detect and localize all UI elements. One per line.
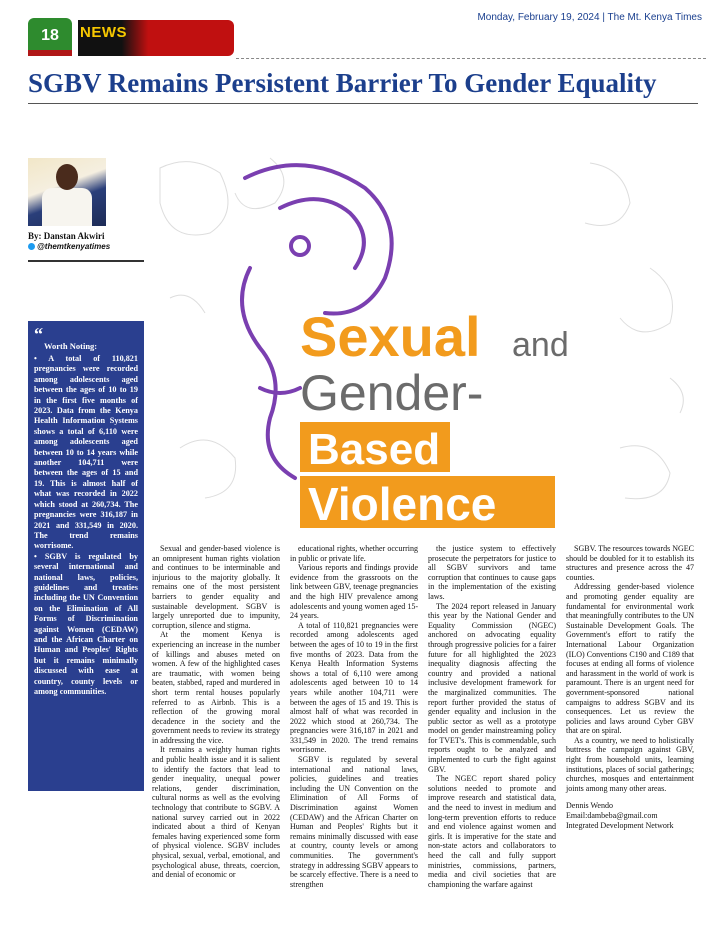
hero-word-1: Sexual xyxy=(300,305,481,368)
date-line: Monday, February 19, 2024 | The Mt. Kenya Times xyxy=(477,12,702,23)
sidebar-title: Worth Noting: xyxy=(44,341,98,351)
section-label: NEWS xyxy=(80,24,127,41)
article-paragraph: As a country, we need to holistically buttress the campaign against GBV, right from household units, learning institutions, places of social gatherings; churches, mosques and entertainment joints among many other areas. xyxy=(566,735,694,793)
hero-graphic xyxy=(150,148,708,538)
article-paragraph: Sexual and gender-based violence is an omnipresent human rights violation and continues to be interminable and injurious to the majority globally. It remains one of the most persistent barriers to gender equality and sustainable development. SGBV is largely unreported due to impunity, corruption, silence and stigma. xyxy=(152,544,280,630)
author-handle: @themtkenyatimes xyxy=(37,242,111,251)
hero-illustration xyxy=(150,148,708,538)
hero-word-2: Gender- xyxy=(300,365,484,421)
author-rule xyxy=(28,260,144,262)
article-paragraph: The 2024 report released in January this year by the National Gender and Equality Commission (NGEC) anchored on advocating equality through progressive policies for a fairer future for all highlighted the 2023 inequality diagnosis affecting the country and provided a national inclusive development framework for the marginalized communities. The report further provided the status of gender equality and inclusion in the public sector as well as a prototype model on gender mainstreaming policy for TVET's. This is commendable, such reports ought to be analyzed and implemented to curb the fight against GBV. xyxy=(428,601,556,774)
author-byline: By: Danstan Akwiri xyxy=(28,231,105,241)
hero-word-4: Violence xyxy=(308,478,497,530)
sidebar-point-1: • A total of 110,821 pregnancies were recorded among adolescents aged between the ages of 10 to 19 in the first five months of 2023. Data from the Kenya Health Information Systems shows a total of 6,110 were among adolescents aged between 10 to 14 years while another 104,711 were between the ages of 15 and 19. This is almost half of what was recorded in 2022 which stood at 260,734. The pregnancies were 316,187 in 2021 and 331,549 in 2020. The trend remains worrisome. xyxy=(34,354,138,551)
article-paragraph: the justice system to effectively prosecute the perpetrators for justice to all SGBV survivors and tame corruption that continues to cause gaps in the implementation of the existing laws. xyxy=(428,544,556,601)
article-paragraph: A total of 110,821 pregnancies were recorded among adolescents aged between the ages of 10 to 19 in the first five months of 2023. Data from the Kenya Health Information Systems shows a total of 6,110 were among adolescents aged between 10 to 14 years while another 104,711 were between the ages of 15 and 19. This is almost half of what was recorded in 2022 which stood at 260,734. The pregnancies were 316,187 in 2021 and 331,549 in 2020. The trend remains worrisome. xyxy=(290,620,418,755)
article-paragraph: educational rights, whether occurring in public or private life. xyxy=(290,544,418,563)
article-column-2 xyxy=(290,544,418,889)
signature-name: Dennis Wendo xyxy=(566,801,613,811)
hero-word-3: Based xyxy=(308,425,441,474)
author-handle-row xyxy=(28,242,110,251)
header-divider xyxy=(236,58,706,59)
sidebar-point-2: • SGBV is regulated by several international and national laws, policies, guidelines and treaties including the UN Convention on the Elimination of All Forms of Discrimination against Women (CEDAW) and the African Charter on Human and Peoples' Rights but it remains minimally discussed with ease at country, county levels or among communities. xyxy=(34,551,138,696)
headline: SGBV Remains Persistent Barrier To Gender Equality xyxy=(28,68,657,98)
hero-word-1b: and xyxy=(512,326,569,364)
article-paragraph: At the moment Kenya is experiencing an increase in the number of killings and abuses meted on women. A few of the highlighted cases are traumatic, with women being beaten, stabbed, raped and murdered in short term rental houses popularly referred to as Airbnb. This is a reflection of the growing moral decadence in the society and the government needs to review its strategy in addressing the vice. xyxy=(152,630,280,745)
article-paragraph: SGBV is regulated by several international and national laws, policies, guidelines and treaties including the UN Convention on the Elimination of All Forms of Discrimination against Women (CEDAW) and the African Charter on Human and Peoples' Rights but it remains minimally discussed with ease at country, county levels or among communities. The government's strategy in addressing SGBV appears to be scarcely effective. There is a need to strengthen xyxy=(290,755,418,889)
signature-org: Integrated Development Network xyxy=(566,820,674,830)
worth-noting-box xyxy=(28,321,144,791)
article-paragraph: Various reports and findings provide evidence from the grassroots on the link between GBV, teenage pregnancies and the high HIV prevalence among adolescents and young women aged 15-24 years. xyxy=(290,563,418,621)
page-number-underline xyxy=(28,50,72,56)
signature-email: Email:dambeba@gmail.com xyxy=(566,811,658,821)
article-column-4 xyxy=(566,544,694,830)
article-paragraph: It remains a weighty human rights and public health issue and it is salient to identify the factors that lead to gender inequality, unequal power relations, gender discrimination, cultural norms as well as the evolving technology that contribute to SGBV. A national survey carried out in 2022 indicated about a third of Kenyan females having experienced some form of physical violence. SGBV includes physical, sexual, verbal, emotional, and psychological abuse, threats, coercion, and denial of economic or xyxy=(152,745,280,880)
twitter-icon xyxy=(28,243,35,250)
author-photo xyxy=(28,158,106,226)
headline-rule xyxy=(28,103,698,104)
article-paragraph: The NGEC report shared policy solutions needed to promote and improve research and statistical data, and the need to invest in medium and long-term prevention efforts to reduce and end violence against women and girls. It is imperative for the state and non-state actors and collaborators to heed the call and fully support ministries, commissions, partners, media and civil societies that are championing the warfare against xyxy=(428,774,556,889)
quote-icon: “ xyxy=(34,324,43,344)
article-paragraph: Addressing gender-based violence and promoting gender equality are fundamental for environmental work that meaningfully contributes to the UN Sustainable Development Goals. The Government's effort to ratify the International Labour Organization (ILO) Conventions C190 and C189 that focuses at ending all forms of violence and harassment in the world of work is paramount. There is an urgent need for government-sponsored national campaigns to address SGBV and its consequences. Let us review the policies and laws around Cyber GBV that are on spiral. xyxy=(566,582,694,736)
article-column-3 xyxy=(428,544,556,889)
page-number: 18 xyxy=(28,18,72,56)
article-paragraph: SGBV. The resources towards NGEC should be doubled for it to establish its structures and presence across the 47 counties. xyxy=(566,544,694,582)
article-column-1 xyxy=(152,544,280,880)
